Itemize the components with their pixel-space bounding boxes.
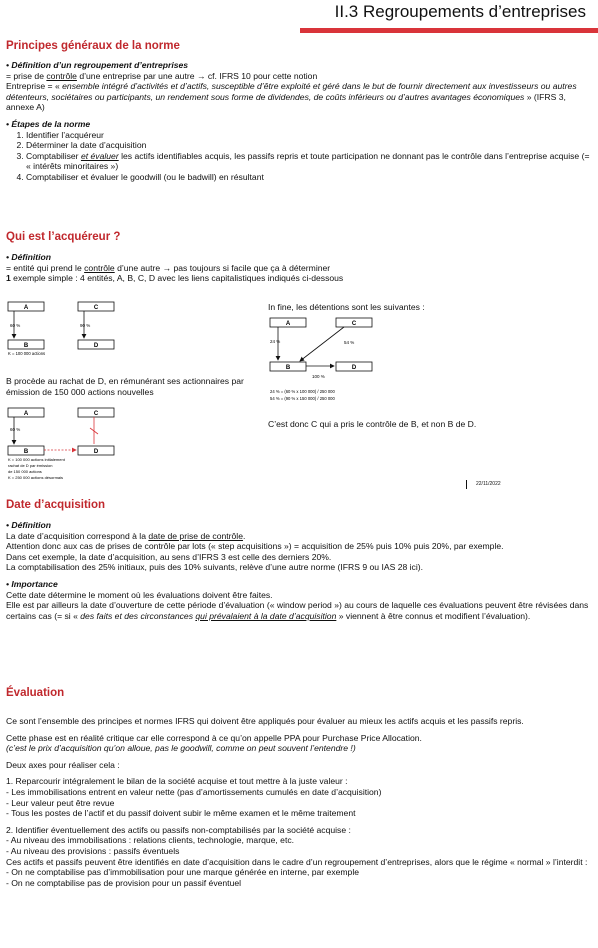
conclusion-text: C’est donc C qui a pris le contrôle de B, et non B de D.	[268, 419, 477, 429]
capital-note: K = 100 000 actions	[8, 351, 46, 356]
definition-text: = prise de contrôle d’une entreprise par une autre → cf. IFRS 10 pour cette notion	[6, 70, 318, 81]
date-p5: Cette date détermine le moment où les évaluations doivent être faites.	[6, 589, 273, 600]
entity-label-c: C	[93, 411, 99, 417]
footer-divider	[466, 480, 467, 489]
axis-2: 2. Identifier éventuellement des actifs ou passifs non-comptabilisés par la société acquise :	[6, 824, 351, 835]
note-line-4: K = 250 000 actions désormais	[8, 475, 64, 480]
note-line-3: de 150 000 actions	[8, 469, 42, 474]
definition-subtitle: • Définition	[6, 252, 52, 262]
pct-a-b: 60 %	[10, 323, 21, 328]
definition-subtitle: • Définition d’un regroupement d’entreprises	[6, 60, 189, 70]
section-heading-evaluation: Évaluation	[6, 687, 65, 699]
section-acquereur-body	[6, 252, 592, 284]
entity-label-c: C	[93, 305, 99, 311]
section-evaluation-body	[6, 716, 592, 888]
entity-label-b: B	[23, 343, 29, 349]
diagram-initial-structure	[6, 298, 136, 360]
list-item: - On ne comptabilise pas d’immobilisation pour une marque générée en interne, par exemple	[6, 867, 360, 878]
eval-p3: (c’est le prix d’acquisition qu’on alloue, pas le goodwill, comme on peut souvent l’entendre !)	[6, 743, 356, 754]
entity-label-a: A	[23, 305, 29, 311]
note-line-2: rachat de D par émission	[8, 463, 53, 468]
section-heading-principes: Principes généraux de la norme	[6, 40, 180, 52]
eval-p4: Deux axes pour réaliser cela :	[6, 759, 120, 770]
pct-a-b: 60 %	[10, 427, 21, 432]
date-p4: La comptabilisation des 25% initiaux, puis des 10% suivants, relève d’une autre norme (IFRS 9 ou IAS 28 ici).	[6, 562, 424, 573]
section-heading-date: Date d’acquisition	[6, 499, 106, 511]
calc-line-1: 24 % = (60 % x 100 000) / 250 000	[270, 389, 335, 394]
section-date-body	[6, 520, 592, 621]
list-item: - On ne comptabilise pas de provision pour un passif éventuel	[6, 877, 242, 888]
list-item: - Leur valeur peut être revue	[6, 797, 115, 808]
title-bar	[300, 0, 598, 33]
list-item: 4. Comptabiliser et évaluer le goodwill (ou le badwill) en résultant	[26, 172, 592, 183]
slide-date: 22/11/2022	[476, 481, 501, 487]
list-item: - Au niveau des provisions : passifs éventuels	[6, 845, 180, 856]
steps-subtitle: • Étapes de la norme	[6, 118, 91, 129]
pct-c-b: 54 %	[344, 340, 355, 345]
eval-p5: Ces actifs et passifs peuvent être identifiés en date d’acquisition dans le cadre d’un regroupement d’entreprises, alors que le régime « normal » l’interdit :	[6, 856, 588, 867]
page-title: II.3 Regroupements d’entreprises	[334, 2, 586, 21]
section-principes-body	[6, 60, 592, 183]
pct-b-d: 100 %	[312, 374, 325, 379]
definition-text: = entité qui prend le contrôle d’une autre → pas toujours si facile que ça à déterminer	[6, 262, 331, 273]
list-item: 2. Déterminer la date d’acquisition	[26, 140, 592, 151]
entity-label-a: A	[23, 411, 29, 417]
rachat-text: B procède au rachat de D, en rémunérant ses actionnaires par émission de 150 000 actions nouvelles	[6, 376, 244, 397]
eval-p2: Cette phase est en réalité critique car elle correspond à ce qu’on appelle PPA pour Purchase Price Allocation.	[6, 732, 422, 743]
entity-label-b: B	[23, 449, 29, 455]
note-line-1: K = 100 000 actions initialement	[8, 457, 65, 462]
list-item: 3. Comptabiliser et évaluer les actifs identifiables acquis, les passifs repris et toute participation ne donnant pas le contrôle dans l’entreprise acquise (= « intérêts minoritaires »)	[26, 151, 592, 172]
example-intro: 1 exemple simple : 4 entités, A, B, C, D avec les liens capitalistiques indiqués ci-dessous	[6, 273, 344, 284]
list-item: 1. Identifier l’acquéreur	[26, 130, 592, 141]
pct-a-b: 24 %	[270, 339, 281, 344]
date-p6: Elle est par ailleurs la date d’ouverture de cette période d’évaluation (« window period ») au cours de laquelle ces évaluations peuvent être révisées dans certains cas (= si « des faits et des circonstances qui prévalaient à la date d’acquisition » viennent à être connus et modifient l’évaluation).	[6, 600, 589, 621]
entity-label-d: D	[93, 449, 99, 455]
list-item: - Les immobilisations entrent en valeur nette (pas d’amortissements cumulés en date d’acquisition)	[6, 786, 382, 797]
list-item: - Au niveau des immobilisations : relations clients, technologie, marque, etc.	[6, 835, 295, 846]
importance-subtitle: • Importance	[6, 578, 58, 589]
diagram-final-holdings	[268, 314, 398, 412]
in-fine-text: In fine, les détentions sont les suivantes :	[268, 302, 425, 312]
section-heading-acquereur: Qui est l’acquéreur ?	[6, 231, 121, 243]
entity-label-d: D	[93, 343, 99, 349]
diagram-after-rachat	[6, 404, 136, 490]
axis-1: 1. Reparcourir intégralement le bilan de la société acquise et tout mettre à la juste valeur :	[6, 776, 348, 787]
entity-label-a: A	[285, 321, 291, 327]
steps-list	[6, 130, 592, 183]
entity-label-b: B	[285, 365, 291, 371]
date-p2: Attention donc aux cas de prises de contrôle par lots (« step acquisitions ») = acquisition de 25% puis 10% puis 20%, par exemple.	[6, 541, 504, 552]
list-item: - Tous les postes de l’actif et du passif doivent subir le même examen et le même traitement	[6, 808, 356, 819]
definition-subtitle: • Définition	[6, 520, 52, 530]
entity-label-d: D	[351, 365, 357, 371]
pct-c-d: 90 %	[80, 323, 91, 328]
entity-label-c: C	[351, 321, 357, 327]
eval-p1: Ce sont l’ensemble des principes et normes IFRS qui doivent être appliqués pour évaluer au mieux les actifs acquis et les passifs repris.	[6, 716, 524, 726]
date-p1: La date d’acquisition correspond à la date de prise de contrôle.	[6, 530, 246, 541]
entreprise-definition: Entreprise = « ensemble intégré d’activités et d’actifs, susceptible d’être exploité et géré dans le but de fournir directement aux investisseurs ou autres détenteurs, sociétaires ou participants, un rendement sous forme de dividendes, de coûts inférieurs ou d’autres avantages économiques » (IFRS 3, annexe A)	[6, 81, 577, 113]
date-p3: Dans cet exemple, la date d’acquisition, au sens d’IFRS 3 est celle des derniers 20%.	[6, 551, 332, 562]
calc-line-2: 54 % = (90 % x 150 000) / 250 000	[270, 396, 335, 401]
